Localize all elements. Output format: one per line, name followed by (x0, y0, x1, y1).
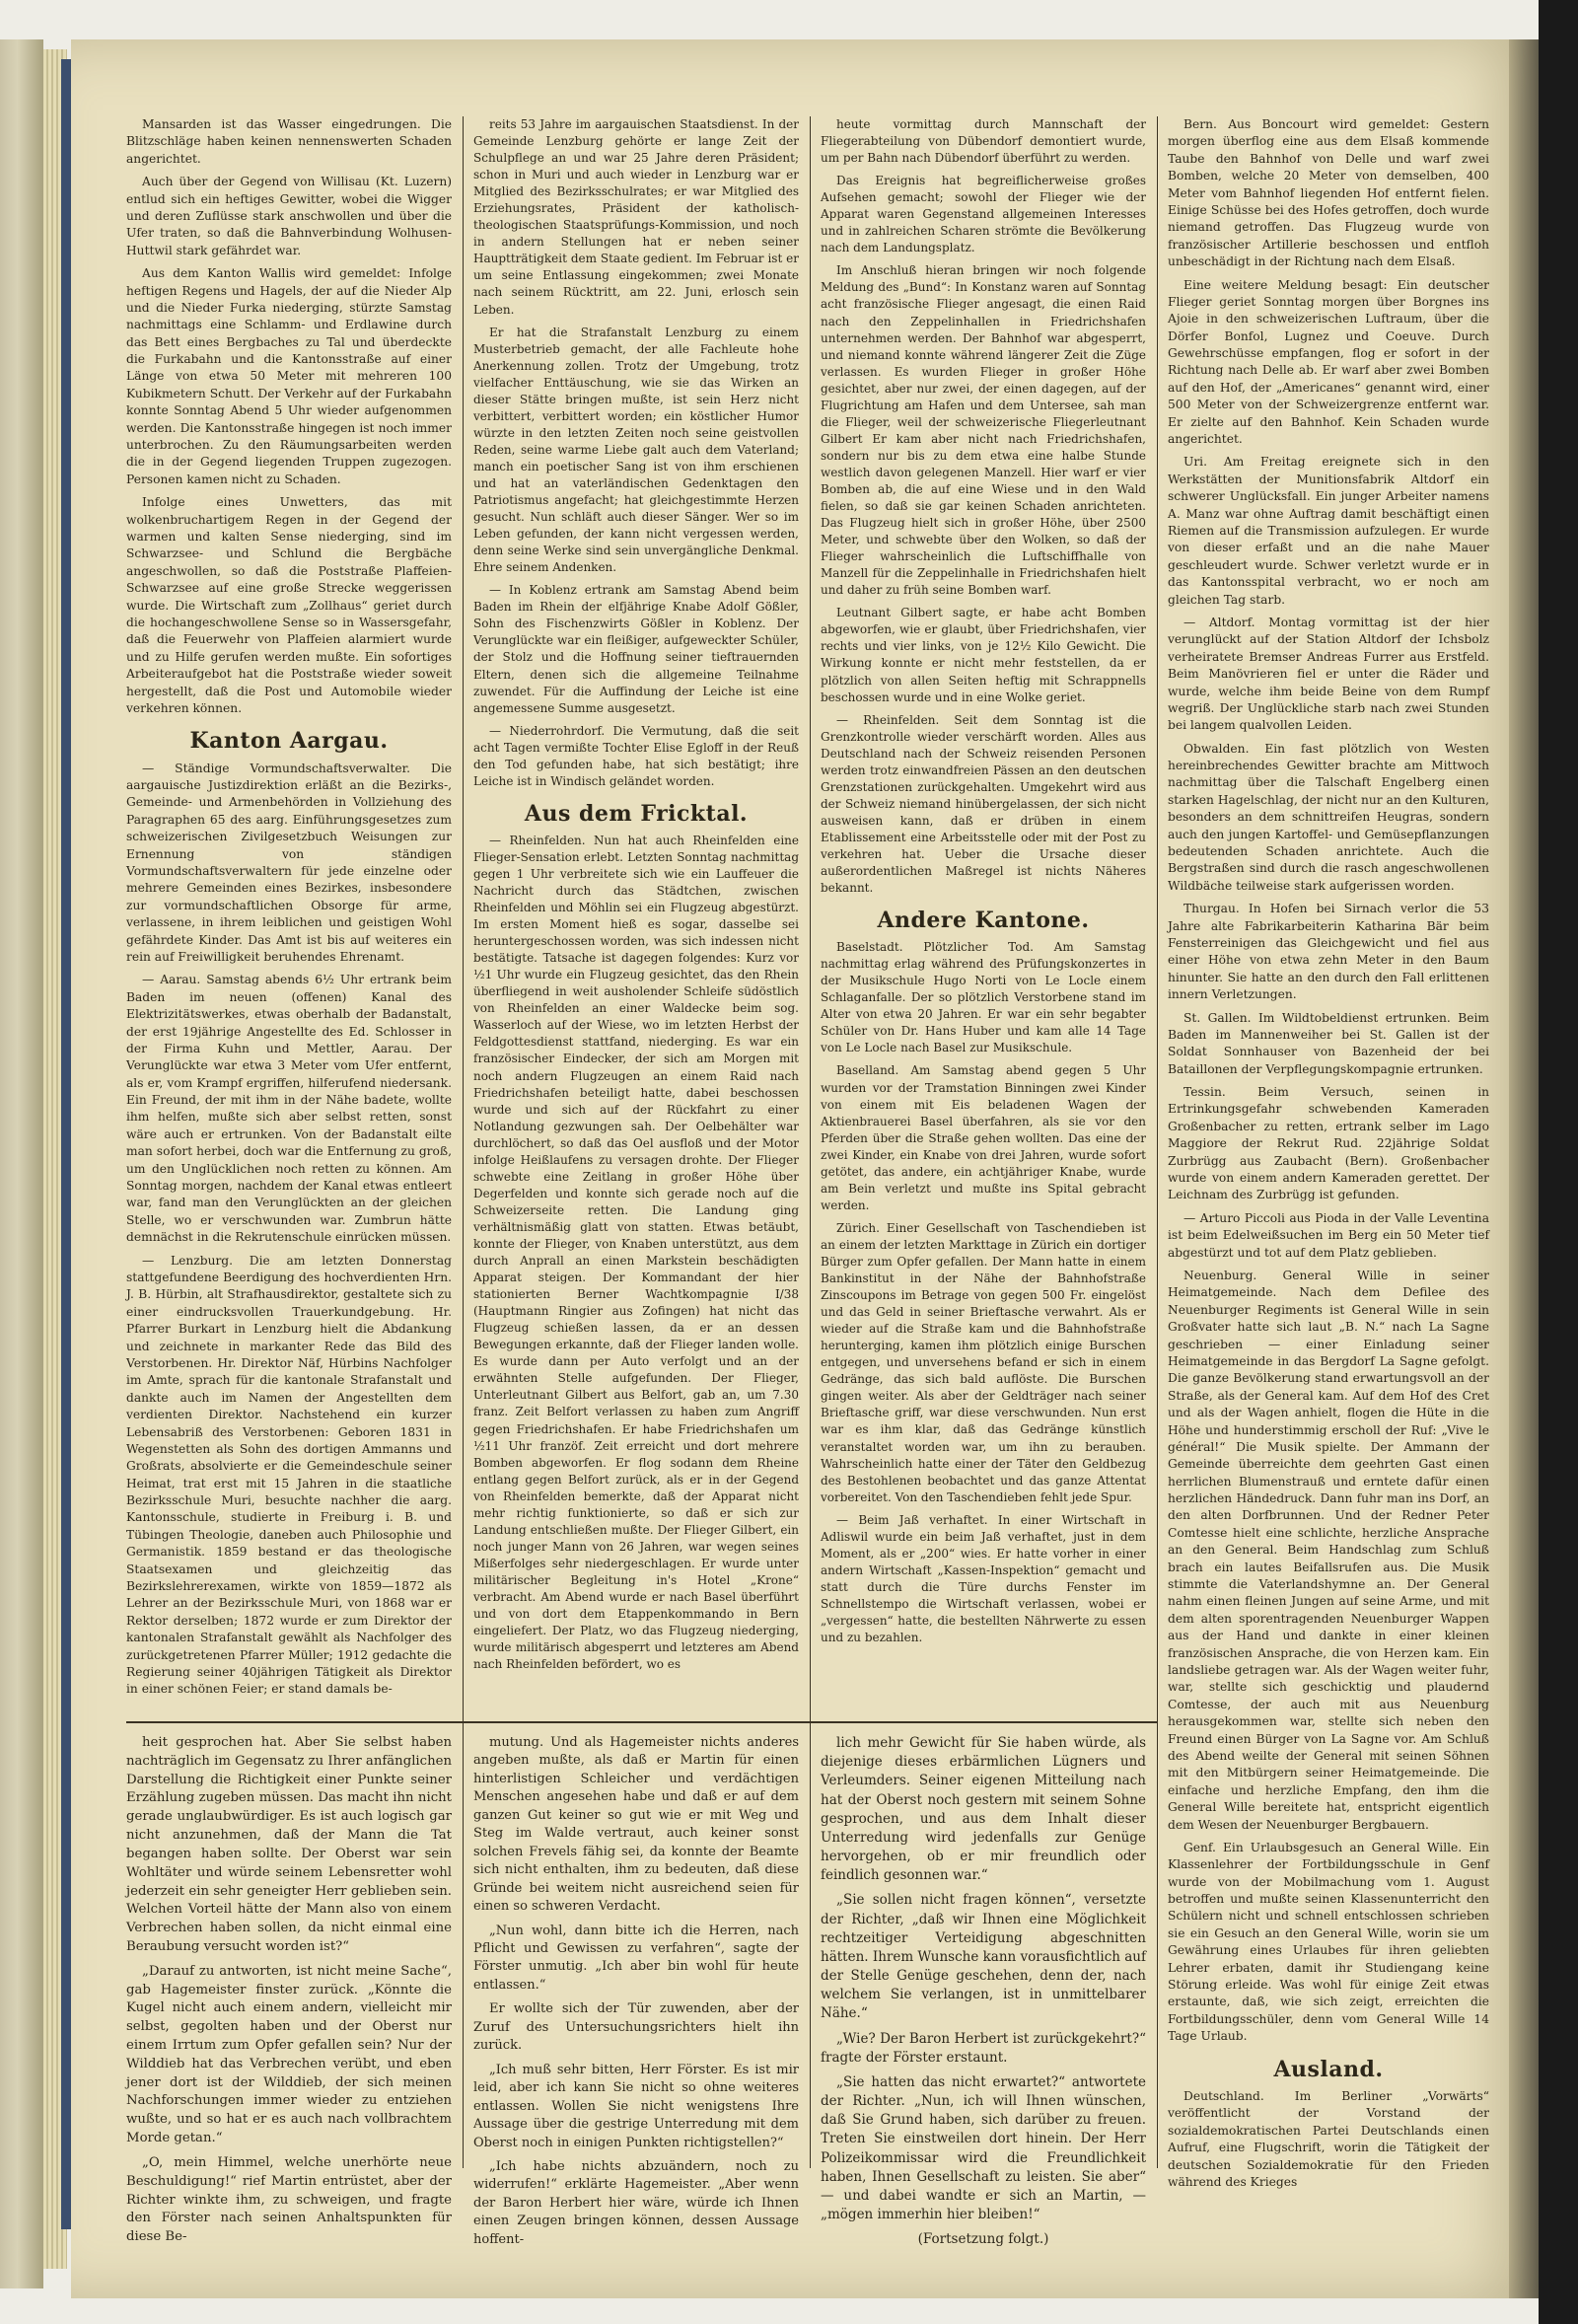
section-heading: Andere Kantone. (877, 908, 1090, 934)
paragraph: „Ich habe nichts abzuändern, noch zu widerrufen!“ erklärte Hagemeister. „Aber wenn der Baron Herbert hier wäre, würde ich Ihnen einen Zeugen bringen können, dessen Aussage hoffent- (473, 2158, 799, 2247)
section-heading: Ausland. (1273, 2056, 1384, 2082)
paragraph: „Darauf zu antworten, ist nicht meine Sache“, gab Hagemeister finster zurück. „Könnte die Kugel nicht auch einem andern, vielleicht mir selbst, gegolten haben und der Oberst nur einem Irrtum zum Opfer gefallen sein? Nur der Wilddieb hat das Verbrechen verübt, und eben jener dort ist der Wilddieb, der sich meinen Nachforschungen immer wieder zu entziehen wußte, und so hat er es auch nach vollbrachtem Morde getan.“ (126, 1963, 452, 2146)
paragraph: Obwalden. Ein fast plötzlich von Westen hereinbrechendes Gewitter brachte am Mittwoch nachmittag über die Talschaft Engelberg einen starken Hagelschlag, der nicht nur an den Kulturen, besonders an dem schnittreifen Heugras, sondern auch den jungen Kartoffel- und Gemüsepflanzungen bedeutenden Schaden anrichtete. Auch die Bergstraßen sind durch die rasch angeschwollenen Wildbäche teilweise stark aufgerissen worden. (1168, 741, 1489, 893)
column-rule (1157, 116, 1158, 2168)
section-heading: Aus dem Fricktal. (524, 800, 749, 827)
paragraph: Genf. Ein Urlaubsgesuch an General Wille. Ein Klassenlehrer der Fortbildungsschule in Genf wurde von der Mobilmachung vom 1. August betroffen und mußte seinen Klassenunterricht den Schülern nicht und schnell entschlossen schrieben sie ein Gesuch an den General Wille, worin sie um Gewährung eines Urlaubes für ihren geliebten Lehrer erbaten, damit ihr Studiengang keine Störung erleide. Was wohl für einige Zeit etwas erstaunte, daß, wie sich zeigt, erreichten die Fortbildungsschüler, denn vom General Wille 14 Tage Urlaub. (1168, 1840, 1489, 2044)
paragraph: — Aarau. Samstag abends 6½ Uhr ertrank beim Baden im neuen (offenen) Kanal des Elektrizitätswerkes, etwas oberhalb der Badanstalt, der erst 19jährige Angestellte des Ed. Schlosser in der Firma Kuhn und Mettler, Aarau. Der Verunglückte war etwa 3 Meter vom Ufer entfernt, als er, vom Krampf ergriffen, hilferufend niedersank. Ein Freund, der mit ihm in der Nähe badete, wollte ihm helfen, mußte sich aber selbst retten, sonst wäre auch er ertrunken. Von der Badanstalt eilte man sofort herbei, doch war die Entfernung zu groß, um den Unglücklichen noch retten zu können. Am Sonntag morgen, nachdem der Kanal etwas entleert war, fand man den Verunglückten an der gleichen Stelle, wo er verschwunden war. Zumbrun hätte demnächst in die Rekrutenschule einrücken müssen. (126, 973, 452, 1245)
feuilleton-column-2 (473, 1734, 799, 2255)
paragraph: — In Koblenz ertrank am Samstag Abend beim Baden im Rhein der elfjährige Knabe Adolf Gößler, Sohn des Fischenzwirts Gößler in Koblenz. Der Verunglückte war ein fleißiger, aufgeweckter Schüler, der Stolz und die Hoffnung seiner tieftrauernden Eltern, denen sich die allgemeine Teilnahme zuwendet. Für die Auffindung der Leiche ist eine angemessene Summe ausgesetzt. (473, 583, 799, 715)
paragraph: Das Ereignis hat begreiflicherweise großes Aufsehen gemacht; sowohl der Flieger wie der Apparat waren Gegenstand allgemeinen Interesses und in zahlreichen Scharen strömte die Bevölkerung nach dem Landungsplatz. (821, 174, 1146, 255)
paragraph: „Wie? Der Baron Herbert ist zurückgekehrt?“ fragte der Förster erstaunt. (821, 2030, 1146, 2066)
paragraph: „O, mein Himmel, welche unerhörte neue Beschuldigung!“ rief Martin entrüstet, aber der Richter winkte ihm, zu schweigen, und fragte den Förster nach seinen Anhaltspunkten für diese Be- (126, 2154, 452, 2245)
paragraph: Zürich. Einer Gesellschaft von Taschendieben ist an einem der letzten Markttage in Zürich ein dortiger Bürger zum Opfer gefallen. Der Mann hatte in einem Bankinstitut in der Nähe der Bahnhofstraße Zinscoupons im Betrage von gegen 500 Fr. eingelöst und das Geld in seiner Brieftasche verwahrt. Als er wieder auf die Straße kam und die Bahnhofstraße herunterging, kamen ihm plötzlich einige Burschen entgegen, und unversehens befand er sich in einem Gedränge, das sich bald auflöste. Die Burschen gingen weiter. Als aber der Geldträger nach seiner Brieftasche griff, war diese verschwunden. Nun erst war es ihm klar, daß das Gedränge künstlich veranstaltet worden war, um ihn zu berauben. Wahrscheinlich hatte einer der Täter den Geldbezug des Bestohlenen beobachtet und das ganze Attentat vorbereitet. Von den Taschendieben fehlt jede Spur. (821, 1220, 1146, 1504)
column-4 (1168, 116, 1489, 2197)
column-2 (473, 116, 799, 1679)
paragraph: — Ständige Vormundschaftsverwalter. Die aargauische Justizdirektion erläßt an die Bezirks-, Gemeinde- und Armenbehörden in Vollziehung des Paragraphen 65 des aarg. Einführungsgesetzes zum schweizerischen Zivilgesetzbuch Weisungen zur Ernennung von ständigen Vormundschaftsverwaltern für jede einzelne oder mehrere Gemeinden eines Bezirkes, insbesondere zur vormundschaftlichen Obsorge für arme, verlassene, in ihrem leiblichen und geistigen Wohl gefährdete Kinder. Das Amt ist bis auf weiteres ein rein auf Freiwilligkeit beruhendes Ehrenamt. (126, 761, 452, 964)
paragraph: „Sie hatten das nicht erwartet?“ antwortete der Richter. „Nun, ich will Ihnen wünschen, daß Sie Grund haben, sich darüber zu freuen. Treten Sie einstweilen dort hinein. Der Herr Polizeikommissar wird die Freundlichkeit haben, Ihnen Gesellschaft zu leisten. Sie aber“ — und dabei wandte er sich an Martin, — „mögen immerhin hier bleiben!“ (821, 2073, 1146, 2223)
paragraph: Eine weitere Meldung besagt: Ein deutscher Flieger geriet Sonntag morgen über Borgnes ins Ajoie in den schweizerischen Luftraum, über die Dörfer Bonfol, Lugnez und Coeuve. Durch Gewehrschüsse empfangen, flog er sofort in der Richtung nach Delle ab. Er warf aber zwei Bomben auf den Hof, der „Americanes“ genannt wird, einer 500 Meter von der Schweizergrenze entfernt war. Er zielte auf den Bahnhof. Kein Schaden wurde angerichtet. (1168, 277, 1489, 447)
paragraph: — Rheinfelden. Seit dem Sonntag ist die Grenzkontrolle wieder verschärft worden. Alles aus Deutschland nach der Schweiz reisenden Personen werden trotz einwandfreien Pässen an den deutschen Grenzstationen zurückgehalten. Umgekehrt wird aus der Schweiz niemand hinübergelassen, der sich nicht ausweisen kann, daß er drüben in einem Etablissement eine Arbeitsstelle oder mit der Post zu verkehren hat. Ueber die Ursache dieser außerordentlichen Maßregel ist nichts Näheres bekannt. (821, 712, 1146, 896)
binding-strip (61, 59, 71, 2229)
paragraph: Er hat die Strafanstalt Lenzburg zu einem Musterbetrieb gemacht, der alle Fachleute hohe Anerkennung zollen. Trotz der Umgebung, trotz vielfacher Enttäuschung, wie sie das Wirken an dieser Stätte bringen mußte, ist sein Herz nicht verbittert, verbittert worden; ein köstlicher Humor würzte in den letzten Zeiten noch seine geistvollen Reden, seine warme Liebe galt auch dem Vaterland; manch ein poetischer Sang ist von ihm erschienen und hat an vaterländischen Gedenktagen den Patriotismus angefacht; hat gleichgestimmte Herzen gesucht. Nun schläft auch dieser Sänger. Wer so im Leben gefunden, der kann nicht vergessen werden, denn seine Werke sind sein unvergängliche Denkmal. Ehre seinem Andenken. (473, 325, 799, 575)
paragraph: Neuenburg. General Wille in seiner Heimatgemeinde. Nach dem Defilee des Neuenburger Regiments ist General Wille in sein Großvater hatte sich laut „B. N.“ nach La Sagne geschrieben — einer Einladung seiner Heimatgemeinde in das Bergdorf La Sagne gefolgt. Die ganze Bevölkerung stand erwartungsvoll an der Straße, als der General kam. Auf dem Hof des Cret und als der Wagen anhielt, flogen die Hüte in die Höhe und hunderstimmig erscholl der Ruf: „Vive le général!“ Die Musik spielte. Der Ammann der Gemeinde überreichte dem geehrten Gast einen herrlichen Blumenstrauß und erntete dafür einen herzlichen Händedruck. Dann fuhr man ins Dorf, an den alten Dorfbrunnen. Und der Redner Peter Comtesse hielt eine schlichte, herzliche Ansprache an den General. Beim Handschlag zum Schluß brach ein lautes Beifallsrufen aus. Die Musik stimmte die Vaterlandshymne an. Der General nahm einen fleinen Jungen auf seine Arme, und mit dem alten sporentragenden Neuenburger Wappen aus der Hand und dankte in einer kleinen französischen Ansprache, die von Herzen kam. Ein landsliebe getragen war. Als der Wagen weiter fuhr, war, stellte sich geschicktig und plaudernd Comtesse, der auch mit aus Neuenburg herausgekommen war, stellte sich neben den Freund einen Bürger von La Sagne vor. Am Schluß des Abend weilte der General mit seinen Söhnen mit den Mitbürgern seiner Heimatgemeinde. Die einfache und herzliche Empfang, den ihm die General Wille bereitete hat, entspricht eigentlich dem Wesen der Neuenburger Bergbauern. (1168, 1269, 1489, 1832)
paragraph: „Sie sollen nicht fragen können“, versetzte der Richter, „daß wir Ihnen eine Möglichkeit rechtzeitiger Verteidigung abgeschnitten hätten. Ihrem Wunsche kann vorausfichtlich auf der Stelle Genüge geschehen, denn der, nach welchem Sie verlangen, ist in unmittelbarer Nähe.“ (821, 1892, 1146, 2022)
paragraph: Uri. Am Freitag ereignete sich in den Werkstätten der Munitionsfabrik Altdorf ein schwerer Unglücksfall. Ein junger Arbeiter namens A. Manz war ohne Auftrag damit beschäftigt einen Riemen auf die Transmission aufzulegen. Er wurde von dieser erfaßt und an die nahe Mauer geschleudert wurde. Schwer verletzt wurde er in das Kantonsspital verbracht, wo er noch am gleichen Tag starb. (1168, 455, 1489, 607)
paragraph: Leutnant Gilbert sagte, er habe acht Bomben abgeworfen, wie er glaubt, über Friedrichshafen, vier rechts und vier links, von je 12½ Kilo Gewicht. Die Wirkung konnte er nicht mehr feststellen, da er plötzlich von allen Seiten heftig mit Schrappnells beschossen wurde und in eine Wolke geriet. (821, 606, 1146, 704)
paragraph: „Nun wohl, dann bitte ich die Herren, nach Pflicht und Gewissen zu verfahren“, sagte der Förster unmutig. „Ich aber bin wohl für heute entlassen.“ (473, 1923, 799, 1993)
continuation-note: (Fortsetzung folgt.) (917, 2231, 1049, 2248)
paragraph: Deutschland. Im Berliner „Vorwärts“ veröffentlicht der Vorstand der sozialdemokratischen Partei Deutschlands einen Aufruf, eine Flugschrift, worin die Tätigkeit der deutschen Sozialdemokratie für den Frieden während des Krieges (1168, 2088, 1489, 2189)
paragraph: Tessin. Beim Versuch, seinen in Ertrinkungsgefahr schwebenden Kameraden Großenbacher zu retten, ertrank selber im Lago Maggiore der Rekrut Rud. 22jährige Soldat Zurbrügg aus Zaubacht (Bern). Großenbacher wurde von einem andern Kameraden gerettet. Der Leichnam des Zurbrügg ist gefunden. (1168, 1085, 1489, 1202)
paragraph: — Arturo Piccoli aus Pioda in der Valle Leventina ist beim Edelweißsuchen im Berg ein 50 Meter tief abgestürzt und tot auf dem Platz geblieben. (1168, 1210, 1489, 1260)
paragraph: — Rheinfelden. Nun hat auch Rheinfelden eine Flieger-Sensation erlebt. Letzten Sonntag nachmittag gegen 1 Uhr verbreitete sich wie ein Lauffeuer die Nachricht durch das Städtchen, zwischen Rheinfelden und Möhlin sei ein Flugzeug abgestürzt. Im ersten Moment hieß es sogar, dasselbe sei heruntergeschossen worden, was sich indessen nicht bestätigte. Tatsache ist dagegen folgendes: Kurz vor ½1 Uhr wurde ein Flugzeug gesichtet, das den Rhein überfliegend in weit ausholender Schleife südöstlich von Rheinfelden an einer Waldecke beim sog. Wasserloch auf der Wiese, wo im letzten Herbst der Feldgottesdienst stattfand, niederging. Es war ein französischer Eindecker, der sich am Morgen mit noch andern Flugzeugen an einem Raid nach Friedrichshafen beteiligt hatte, dabei beschossen wurde und sich auf der Rückfahrt zu einer Notlandung gezwungen sah. Der Oelbehälter war durchlöchert, so daß das Oel ausfloß und der Motor infolge Heißlaufens zu versagen drohte. Der Flieger schwebte eine Zeitlang in großer Höhe über Degerfelden und konnte sich gerade noch auf die Schweizerseite retten. Die Landung ging verhältnismäßig glatt von statten. Etwas betäubt, konnte der Flieger, von Knaben unterstützt, aus dem durch Anprall an einen Markstein beschädigten Apparat steigen. Der Kommandant der hier stationierten Berner Wachtkompagnie I/38 (Hauptmann Ringier aus Zofingen) hat nicht das Flugzeug schießen lassen, da er an dessen Bewegungen erkannte, daß der Flieger landen wolle. Es wurde dann per Auto verfolgt und an der erwähnten Stelle aufgefunden. Der Flieger, Unterleutnant Gilbert aus Belfort, gab an, um 7.30 franz. Zeit Belfort verlassen zu haben zum Angriff gegen Friedrichshafen. Er habe Friedrichshafen um ½11 Uhr franzöf. Zeit erreicht und dort mehrere Bomben abgeworfen. Er flog sodann dem Rheine entlang gegen Belfort zurück, als er in der Gegend von Rheinfelden bemerkte, daß der Apparat nicht mehr richtig funktionierte, so daß er sich zur Landung entschließen mußte. Der Flieger Gilbert, ein noch junger Mann von 26 Jahren, war wegen seines Mißerfolges sehr niedergeschlagen. Er wurde unter militärischer Begleitung in's Hotel „Krone“ verbracht. Am Abend wurde er nach Basel überführt und von dort dem Etappenkommando in Bern eingeliefert. Der Platz, wo das Flugzeug niederging, wurde militärisch abgesperrt und letzteres am Abend nach Rheinfelden befördert, wo es (473, 833, 799, 1672)
paragraph: Infolge eines Unwetters, das mit wolkenbruchartigem Regen in der Gegend der warmen und kalten Sense niederging, sind im Schwarzsee- und Schlund die Bergbäche angeschwollen, so daß die Poststraße Plaffeien-Schwarzsee auf eine große Strecke weggerissen wurde. Die Wirtschaft zum „Zollhaus“ geriet durch die hochangeschwollene Sense so in Wassersgefahr, daß die Feuerwehr von Plaffeien alarmiert wurde und zu Hilfe gerufen werden mußte. Ein sofortiges Arbeiteraufgebot hat die Poststraße wieder soweit hergestellt, daß die Post und Automobile wieder verkehren können. (126, 495, 452, 715)
feuilleton-divider (126, 1721, 1158, 1723)
paragraph: — Niederrohrdorf. Die Vermutung, daß die seit acht Tagen vermißte Tochter Elise Egloff in der Reuß den Tod gefunden habe, hat sich bestätigt; ihre Leiche ist in Windisch geländet worden. (473, 723, 799, 788)
paragraph: heit gesprochen hat. Aber Sie selbst haben nachträglich im Gegensatz zu Ihrer anfänglichen Darstellung die Richtigkeit einer Punkte seiner Erzählung zugeben müssen. Das macht ihn nicht gerade unglaubwürdiger. Es ist auch logisch gar nicht anzunehmen, daß der Mann die Tat begangen haben sollte. Der Oberst war sein Wohltäter und würde seinem Lebensretter wohl jederzeit ein sehr geneigter Herr geblieben sein. Welchen Vorteil hätte der Mann also von einem Verbrechen haben sollen, da nicht einmal eine Beraubung versucht worden ist?“ (126, 1735, 452, 1954)
paragraph: — Altdorf. Montag vormittag ist der hier verunglückt auf der Station Altdorf der Ichsbolz verheiratete Bremser Andreas Furrer aus Erstfeld. Beim Manövrieren fiel er unter die Räder und wurde, welche ihm beide Beine von dem Rumpf wegriß. Der Unglückliche starb nach zwei Stunden bei langem qualvollen Leiden. (1168, 615, 1489, 733)
column-rule (810, 116, 811, 2168)
paragraph: — Beim Jaß verhaftet. In einer Wirtschaft in Adliswil wurde ein beim Jaß verhaftet, just in dem Moment, als er „200“ wies. Er hatte vorher in einer andern Wirtschaft „Kassen-Inspektion“ gemacht und statt durch die Türe durchs Fenster im Schnellstempo die Wirtschaft verlassen, wobei er „vergessen“ hatte, die bestellten Nährwerte zu essen und zu bezahlen. (821, 1512, 1146, 1645)
paragraph: Auch über der Gegend von Willisau (Kt. Luzern) entlud sich ein heftiges Gewitter, wobei die Wigger und deren Zuflüsse stark anschwollen und über die Ufer traten, so daß die Bahnverbindung Wolhusen-Huttwil stark gefährdet war. (126, 175, 452, 257)
book-spine (0, 39, 43, 2288)
paragraph: heute vormittag durch Mannschaft der Fliegerabteilung von Dübendorf demontiert wurde, um per Bahn nach Dübendorf überführt zu werden. (821, 117, 1146, 166)
paragraph: Mansarden ist das Wasser eingedrungen. Die Blitzschläge haben keinen nennenswerten Schaden angerichtet. (126, 117, 452, 166)
paragraph: Thurgau. In Hofen bei Sirnach verlor die 53 Jahre alte Fabrikarbeiterin Katharina Bär beim Fensterreinigen das Gleichgewicht und fiel aus einer Höhe von etwa zehn Meter in den Baum hinunter. Sie hatte an den durch den Fall erlittenen innern Verletzungen. (1168, 902, 1489, 1002)
paragraph: Baselland. Am Samstag abend gegen 5 Uhr wurden vor der Tramstation Binningen zwei Kinder von einem mit Eis beladenen Wagen der Aktienbrauerei Basel überfahren, als sie vor den Pferden über die Straße gehen wollten. Das eine der zwei Kinder, ein Knabe von drei Jahren, wurde sofort getötet, das andere, ein achtjähriger Knabe, wurde am Bein verletzt und mußte ins Spital gebracht werden. (821, 1063, 1146, 1212)
paragraph: Er wollte sich der Tür zuwenden, aber der Zuruf des Untersuchungsrichters hielt ihn zurück. (473, 2001, 799, 2054)
column-1 (126, 116, 452, 1705)
paragraph: mutung. Und als Hagemeister nichts anderes angeben mußte, als daß er Martin für einen hinterlistigen Schleicher und verdächtigen Menschen angesehen habe und daß er auf dem ganzen Gut keiner so gut wie er mit Weg und Steg im Walde vertraut, auch keiner sonst solchen Frevels fähig sei, da konnte der Beamte sich nicht enthalten, ihm zu bedeuten, daß diese Gründe bei weitem nicht ausreichend seien für einen so schweren Verdacht. (473, 1735, 799, 1915)
paragraph: lich mehr Gewicht für Sie haben würde, als diejenige dieses erbärmlichen Lügners und Verleumders. Seiner eigenen Mitteilung nach hat der Oberst noch gestern mit seinem Sohne gesprochen, und aus dem Inhalt dieser Unterredung wird jedenfalls zur Genüge hervorgehen, ob er mir freundlich oder feindlich gesonnen war.“ (821, 1735, 1146, 1884)
paragraph: „Ich muß sehr bitten, Herr Förster. Es ist mir leid, aber ich kann Sie nicht so ohne weiteres entlassen. Wollen Sie nicht wenigstens Ihre Aussage über die gestrige Unterredung mit dem Oberst noch in einigen Punkten richtigstellen?“ (473, 2062, 799, 2150)
paragraph: Bern. Aus Boncourt wird gemeldet: Gestern morgen überflog eine aus dem Elsaß kommende Taube den Bahnhof von Delle und warf zwei Bomben, welche 20 Meter von demselben, 400 Meter vom Bahnhof liegenden Hof entfernt fielen. Einige Schüsse bei des Hofes getroffen, doch wurde niemand getroffen. Das Flugzeug wurde von französischer Artillerie beschossen und entfloh unbeschädigt in der Richtung nach dem Elsaß. (1168, 117, 1489, 269)
section-heading: Kanton Aargau. (189, 728, 389, 755)
paragraph: reits 53 Jahre im aargauischen Staatsdienst. In der Gemeinde Lenzburg gehörte er lange Zeit der Schulpflege an und war 25 Jahre deren Präsident; schon in Muri und auch wieder in Lenzburg war er Mitglied des Bezirksschulrates; er war Mitglied des Erziehungsrates, Präsident der katholisch-theologischen Staatsprüfungs-Kommission, und noch in andern Stellungen hat er neben seiner Hauptträtigkeit dem Staate gedient. Im Februar ist er um seine Entlassung eingekommen; zwei Monate nach seinem Rücktritt, am 22. Juni, erlosch sein Leben. (473, 117, 799, 317)
column-3 (821, 116, 1146, 1652)
dark-edge (1539, 0, 1578, 2324)
column-rule (463, 116, 464, 2168)
paragraph: Aus dem Kanton Wallis wird gemeldet: Infolge heftigen Regens und Hagels, der auf die Nieder Alp und die Nieder Furka niederging, stürzte Samstag nachmittags eine Schlamm- und Erdlawine durch das Bett eines Bergbaches zu Tal und überdeckte die Furkabahn und die Kantonsstraße auf einer Länge von etwa 50 Meter mit mehreren 100 Kubikmetern Schutt. Der Verkehr auf der Furkabahn konnte Sonntag Abend 5 Uhr wieder aufgenommen werden. Die Kantonsstraße hingegen ist noch immer unterbrochen. Zu den Räumungsarbeiten werden die in der Gegend liegenden Truppen zugezogen. Personen kamen nicht zu Schaden. (126, 266, 452, 486)
feuilleton-column-1 (126, 1734, 452, 2253)
paragraph: — Lenzburg. Die am letzten Donnerstag stattgefundene Beerdigung des hochverdienten Hrn. J. B. Hürbin, alt Strafhausdirektor, gestaltete sich zu einer eindrucksvollen Trauerkundgebung. Hr. Pfarrer Burkart in Lenzburg hielt die Abdankung und zeichnete in markanter Rede das Bild des Verstorbenen. Hr. Direktor Näf, Hürbins Nachfolger im Amte, sprach für die kantonale Strafanstalt und dankte auch im Namen der Angestellten dem verdienten Direktor. Nachstehend ein kurzer Lebensabriß des Verstorbenen: Geboren 1831 in Wegenstetten als Sohn des dortigen Ammanns und Großrats, absolvierte er die Gemeindeschule seiner Heimat, trat erst mit 15 Jahren in die staatliche Bezirksschule Muri, besuchte nachher die aarg. Kantonsschule, studierte in Freiburg i. B. und Tübingen Theologie, daneben auch Philosophie und Germanistik. 1859 bestand er das theologische Staatsexamen und gleichzeitig das Bezirkslehrerexamen, wirkte von 1859—1872 als Lehrer an der Bezirksschule Muri, von 1868 war er Rektor derselben; 1872 wurde er zum Direktor der kantonalen Strafanstalt gewählt als Nachfolger des zurückgetretenen Pfarrer Müller; 1912 gedachte die Regierung seiner 40jährigen Tätigkeit als Direktor in einer schönen Feier; er stand damals be- (126, 1253, 452, 1697)
paragraph: St. Gallen. Im Wildtobeldienst ertrunken. Beim Baden im Mannenweiher bei St. Gallen ist der Soldat Sonnhauser von Bazenheid der bei Bataillonen der Verpflegungskompagnie ertrunken. (1168, 1010, 1489, 1076)
paragraph: Im Anschluß hieran bringen wir noch folgende Meldung des „Bund“: In Konstanz waren auf Sonntag acht französische Flieger angesagt, die einen Raid nach den Zeppelinhallen in Friedrichshafen unternehmen werden. Der Bahnhof war abgesperrt, und niemand konnte während längerer Zeit die Züge verlassen. Es wurden Flieger in großer Höhe gesichtet, aber nur zwei, der einen dagegen, auf der Flugrichtung am Hafen und dem Untersee, sah man die Flieger, weil der schweizerische Fliegerleutnant Gilbert Er kam aber nicht nach Friedrichshafen, sondern nur bis zu dem etwa eine halbe Stunde westlich davon gelegenen Manzell. Hier warf er vier Bomben ab, die auf eine Wiese und in den Wald fielen, so daß sie gar keinen Schaden anrichteten. Das Flugzeug hielt sich in großer Höhe, über 2500 Meter, und schwebte über den Wolken, so daß der Flieger wahrscheinlich die Luftschiffhalle von Manzell für die Zeppelinhalle in Friedrichshafen hielt und daher zu früh seine Bomben warf. (821, 263, 1146, 598)
feuilleton-column-3 (821, 1734, 1146, 2255)
paragraph: Baselstadt. Plötzlicher Tod. Am Samstag nachmittag erlag während des Prüfungskonzertes in der Musikschule Hugo Norti von Le Locle einem Schlaganfalle. Der so plötzlich Verstorbene stand im Alter von etwa 20 Jahren. Er war ein sehr begabter Schüler von Dr. Hans Huber und kam alle 14 Tage von Le Locle nach Basel zur Musikschule. (821, 940, 1146, 1055)
